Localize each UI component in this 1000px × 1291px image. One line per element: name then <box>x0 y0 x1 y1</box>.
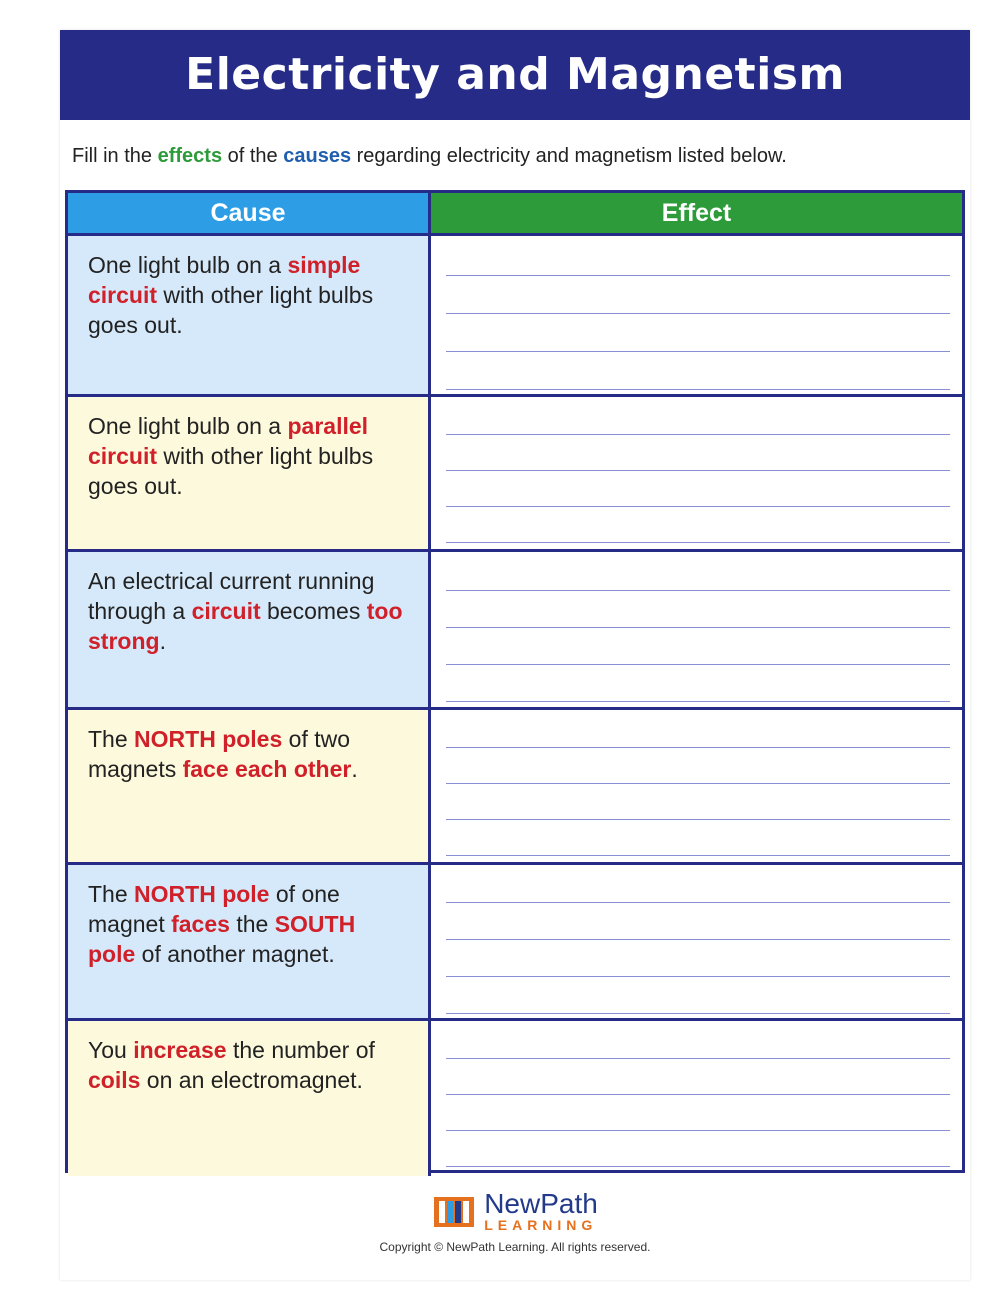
instructions-effects-word: effects <box>157 145 223 167</box>
cause-cell <box>68 865 431 1018</box>
cause-text: of two magnets <box>88 726 351 782</box>
cause-text: becomes <box>260 598 367 624</box>
page-title: Electricity and Magnetism <box>185 49 845 100</box>
cause-cell <box>68 1021 431 1176</box>
cause-keyword: SOUTH pole <box>88 911 356 967</box>
answer-line[interactable] <box>446 470 950 471</box>
table-row <box>68 1021 962 1176</box>
answer-line[interactable] <box>446 1058 950 1059</box>
answer-line[interactable] <box>446 351 950 352</box>
cause-keyword: coils <box>88 1067 141 1093</box>
instructions <box>72 145 787 168</box>
answer-line[interactable] <box>446 590 950 591</box>
answer-line[interactable] <box>446 275 950 276</box>
effect-answer-cell[interactable] <box>431 236 962 394</box>
answer-line[interactable] <box>446 313 950 314</box>
cause-text: An electrical current running through a <box>88 568 375 624</box>
copyright-text: Copyright © NewPath Learning. All rights reserved. <box>379 1240 651 1254</box>
answer-line[interactable] <box>446 664 950 665</box>
table-row <box>68 552 962 710</box>
table-header <box>68 193 962 236</box>
answer-line[interactable] <box>446 542 950 543</box>
table-row <box>68 710 962 865</box>
instructions-text: regarding electricity and magnetism listed below. <box>351 145 787 167</box>
cause-keyword: too strong <box>88 598 403 654</box>
answer-line[interactable] <box>446 1094 950 1095</box>
cause-text: with other light bulbs goes out. <box>88 443 374 499</box>
cause-text: The <box>88 726 135 752</box>
effect-answer-cell[interactable] <box>431 865 962 1018</box>
cause-text: You <box>88 1037 134 1063</box>
cause-keyword: NORTH pole <box>134 881 270 907</box>
answer-line[interactable] <box>446 1130 950 1131</box>
cause-keyword: increase <box>133 1037 227 1063</box>
cause-text: the <box>229 911 275 937</box>
footer <box>60 1190 970 1254</box>
cause-text: of one magnet <box>88 881 340 937</box>
effect-answer-cell[interactable] <box>431 552 962 707</box>
table-row <box>68 397 962 552</box>
answer-line[interactable] <box>446 855 950 856</box>
answer-line[interactable] <box>446 747 950 748</box>
cause-keyword: circuit <box>191 598 261 624</box>
cause-text: with other light bulbs goes out. <box>88 282 374 338</box>
books-icon <box>432 1193 476 1229</box>
cause-keyword: parallel circuit <box>88 413 369 469</box>
cause-text: The <box>88 881 135 907</box>
table-body <box>68 236 962 1176</box>
cause-text: . <box>159 628 166 654</box>
instructions-text: of the <box>222 145 284 167</box>
cause-text: . <box>351 756 358 782</box>
cause-text: of another magnet. <box>135 941 335 967</box>
cause-keyword: simple circuit <box>88 252 361 308</box>
title-bar <box>60 30 970 120</box>
cause-text: on an electromagnet. <box>140 1067 363 1093</box>
answer-line[interactable] <box>446 819 950 820</box>
table-row <box>68 236 962 397</box>
cause-keyword: NORTH poles <box>134 726 283 752</box>
answer-line[interactable] <box>446 506 950 507</box>
effect-answer-cell[interactable] <box>431 397 962 549</box>
cause-text: One light bulb on a <box>88 413 288 439</box>
answer-line[interactable] <box>446 939 950 940</box>
answer-line[interactable] <box>446 1013 950 1014</box>
answer-line[interactable] <box>446 783 950 784</box>
newpath-logo <box>60 1190 970 1232</box>
logo-subtitle: LEARNING <box>484 1217 598 1233</box>
table-row <box>68 865 962 1021</box>
cause-text: One light bulb on a <box>88 252 288 278</box>
answer-line[interactable] <box>446 434 950 435</box>
cause-column-header: Cause <box>68 193 431 233</box>
answer-line[interactable] <box>446 902 950 903</box>
instructions-text: Fill in the <box>72 145 158 167</box>
logo-wordmark: NewPath <box>484 1188 598 1219</box>
cause-text: the number of <box>226 1037 375 1063</box>
answer-line[interactable] <box>446 1166 950 1167</box>
answer-line[interactable] <box>446 389 950 390</box>
effect-answer-cell[interactable] <box>431 710 962 862</box>
answer-line[interactable] <box>446 701 950 702</box>
cause-cell <box>68 397 431 549</box>
cause-effect-table <box>65 190 965 1173</box>
cause-cell <box>68 236 431 394</box>
worksheet-page <box>60 30 970 1280</box>
effect-answer-cell[interactable] <box>431 1021 962 1176</box>
cause-keyword: faces <box>171 911 230 937</box>
cause-keyword: face each other <box>182 756 352 782</box>
cause-cell <box>68 710 431 862</box>
cause-cell <box>68 552 431 707</box>
answer-line[interactable] <box>446 976 950 977</box>
instructions-causes-word: causes <box>283 145 352 167</box>
answer-line[interactable] <box>446 627 950 628</box>
effect-column-header: Effect <box>431 193 962 233</box>
